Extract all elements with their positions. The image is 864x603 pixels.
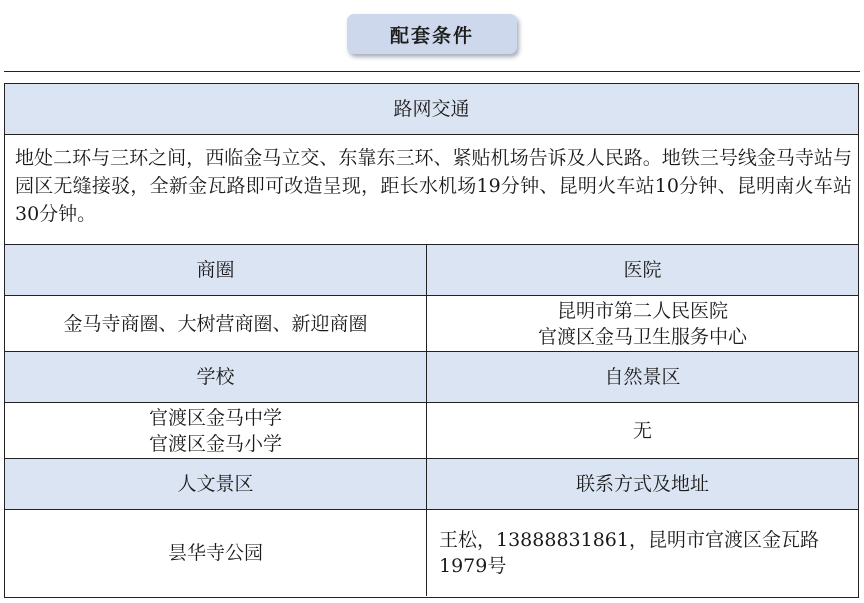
- header-row-3: [5, 459, 858, 510]
- title-divider: [4, 71, 860, 72]
- traffic-description: 地处二环与三环之间，西临金马立交、东靠东三环、紧贴机场告诉及人民路。地铁三号线金马寺站与园区无缝接驳，全新金瓦路即可改造呈现，距长水机场19分钟、昆明火车站10分钟、昆明南火车站30分钟。: [15, 147, 852, 225]
- value-row-3: [5, 510, 858, 596]
- header-row-1: [5, 245, 858, 296]
- school-item: 官渡区金马小学: [148, 432, 282, 455]
- amenities-table: [4, 83, 859, 598]
- hospital-header: 医院: [623, 259, 662, 281]
- contact-header: 联系方式及地址: [575, 473, 709, 495]
- contact-item: 王松，13888831861，昆明市官渡区金瓦路1979号: [439, 529, 819, 577]
- contact-value: [427, 510, 858, 596]
- business-district-header: 商圈: [5, 245, 427, 295]
- page-title: 配套条件: [347, 14, 517, 54]
- business-district-item: 金马寺商圈、大树营商圈、新迎商圈: [63, 312, 368, 335]
- cultural-scenic-value: [5, 510, 427, 596]
- value-row-2: [5, 403, 858, 459]
- hospital-item: 官渡区金马卫生服务中心: [537, 325, 747, 348]
- nature-scenic-value: [427, 403, 858, 458]
- hospital-value: [427, 296, 858, 351]
- business-district-value: [5, 296, 427, 351]
- school-value: [5, 403, 427, 458]
- cultural-scenic-item: 昙华寺公园: [167, 542, 263, 564]
- header-row-2: [5, 352, 858, 403]
- value-row-1: [5, 296, 858, 352]
- traffic-row: [5, 135, 858, 245]
- traffic-header-row: [5, 84, 858, 135]
- hospital-item: 昆明市第二人民医院: [556, 299, 728, 322]
- nature-scenic-header: 自然景区: [604, 366, 681, 388]
- school-item: 官渡区金马中学: [148, 406, 282, 429]
- school-header: 学校: [5, 352, 427, 402]
- traffic-header: 路网交通: [393, 98, 470, 120]
- cultural-scenic-header: 人文景区: [5, 459, 427, 509]
- nature-scenic-item: 无: [632, 419, 652, 442]
